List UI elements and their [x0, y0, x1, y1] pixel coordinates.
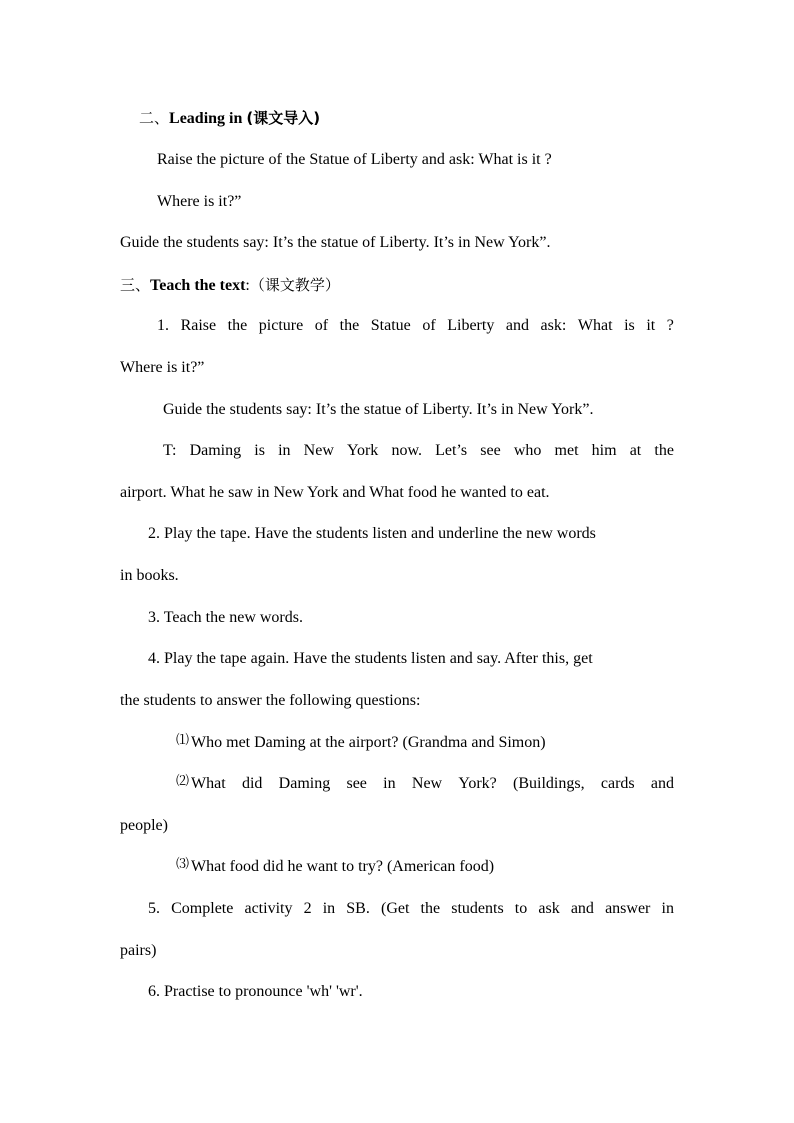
question-1-number: ⑴: [176, 732, 190, 747]
step-2-line-1: 2. Play the tape. Have the students listen and underline the new words: [148, 525, 596, 542]
step-1-teacher-cont: airport. What he saw in New York and What food he wanted to eat.: [120, 484, 550, 501]
question-3: [176, 857, 674, 877]
section-2-title: Leading in: [169, 110, 243, 127]
section-3-colon: :: [245, 277, 250, 294]
step-1-teacher-line: T: Daming is in New York now. Let’s see who met him at the: [163, 442, 674, 459]
step-3-line: 3. Teach the new words.: [148, 609, 303, 626]
section-3-number: 三、: [120, 276, 151, 294]
section-2-heading: [139, 108, 674, 129]
section-3-heading: [120, 275, 674, 296]
question-2: [176, 774, 674, 794]
question-1: [176, 733, 674, 753]
step-4-line-1: 4. Play the tape again. Have the students listen and say. After this, get: [148, 650, 593, 667]
section-3-title: Teach the text: [150, 277, 246, 294]
question-1-text: Who met Daming at the airport? (Grandma and Simon): [191, 734, 546, 751]
step-5-line-2: pairs): [120, 942, 157, 959]
question-3-number: ⑶: [176, 856, 190, 871]
question-2-cont: people): [120, 817, 168, 834]
step-6-line: 6. Practise to pronounce 'wh' 'wr'.: [148, 983, 363, 1000]
step-1-line-1: 1. Raise the picture of the Statue of Liberty and ask: What is it ?: [157, 317, 674, 334]
step-4-line-2: the students to answer the following questions:: [120, 692, 421, 709]
question-3-text: What food did he want to try? (American food): [191, 858, 495, 875]
section-2-line-1: Raise the picture of the Statue of Liberty and ask: What is it ?: [157, 151, 552, 168]
section-2-number: 二、: [139, 109, 170, 127]
section-3-title-cn: （课文教学）: [249, 276, 340, 294]
section-2-line-3: Guide the students say: It’s the statue of Liberty. It’s in New York”.: [120, 234, 551, 251]
step-5-line-1: 5. Complete activity 2 in SB. (Get the students to ask and answer in: [148, 900, 674, 917]
question-2-number: ⑵: [176, 773, 190, 788]
step-1-line-2: Where is it?”: [120, 359, 205, 376]
section-2-title-cn: (课文导入): [246, 109, 321, 127]
step-1-guide: Guide the students say: It’s the statue of Liberty. It’s in New York”.: [163, 401, 594, 418]
section-2-line-2: Where is it?”: [157, 193, 242, 210]
step-2-line-2: in books.: [120, 567, 179, 584]
question-2-text: What did Daming see in New York? (Buildings, cards and: [191, 775, 674, 792]
